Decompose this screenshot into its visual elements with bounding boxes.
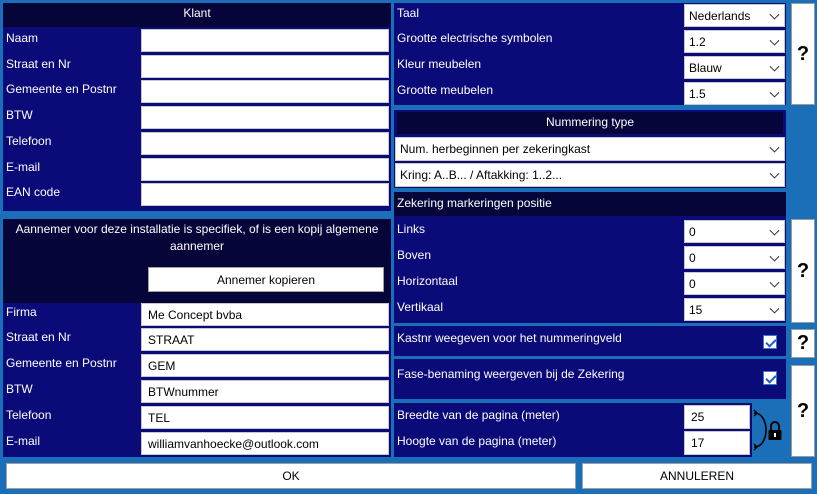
- boven-value: 0: [689, 250, 696, 265]
- chevron-down-icon: [770, 87, 780, 97]
- kleur-meubelen-value: Blauw: [689, 60, 722, 75]
- aannemer-gemeente-input[interactable]: GEM: [141, 354, 389, 377]
- klant-naam-input[interactable]: [141, 29, 389, 52]
- aannemer-title: Aannemer voor deze installatie is specifiek, of is een kopij algemene aannemer: [15, 222, 379, 253]
- taal-value: Nederlands: [689, 8, 751, 23]
- aannemer-firma-input[interactable]: Me Concept bvba: [141, 303, 389, 326]
- kleur-meubelen-select[interactable]: [684, 56, 785, 79]
- nummering-type-select[interactable]: [395, 137, 785, 161]
- breedte-input[interactable]: 25: [684, 405, 750, 429]
- grootte-meubelen-label: Grootte meubelen: [397, 83, 494, 97]
- kastnr-checkbox[interactable]: [763, 335, 777, 349]
- nummering-format-value: Kring: A..B... / Aftakking: 1..2...: [400, 168, 563, 182]
- klant-email-label: E-mail: [6, 160, 41, 174]
- chevron-down-icon: [770, 143, 780, 153]
- nummering-title: Nummering type: [545, 115, 635, 129]
- settings-help-button[interactable]: ?: [791, 3, 815, 105]
- klant-telefoon-label: Telefoon: [6, 134, 52, 148]
- lock-icon[interactable]: [766, 420, 784, 442]
- aannemer-straat-label: Straat en Nr: [6, 330, 71, 344]
- fase-checkbox[interactable]: [763, 371, 777, 385]
- markering-help-button[interactable]: ?: [791, 219, 815, 323]
- horizontaal-label: Horizontaal: [397, 274, 458, 288]
- markering-title: Zekering markeringen positie: [397, 196, 552, 210]
- chevron-down-icon: [770, 61, 780, 71]
- klant-naam-label: Naam: [6, 31, 39, 45]
- chevron-down-icon: [770, 169, 780, 179]
- chevron-down-icon: [770, 9, 780, 19]
- boven-select[interactable]: [684, 246, 785, 269]
- klant-ean-label: EAN code: [6, 185, 61, 199]
- boven-label: Boven: [397, 248, 432, 262]
- pagina-help-button[interactable]: ?: [791, 365, 815, 457]
- klant-telefoon-input[interactable]: [141, 132, 389, 155]
- grootte-symbolen-label: Grootte electrische symbolen: [397, 31, 553, 45]
- taal-label: Taal: [397, 6, 420, 20]
- aannemer-gemeente-label: Gemeente en Postnr: [6, 356, 117, 370]
- links-value: 0: [689, 224, 696, 239]
- chevron-down-icon: [770, 225, 780, 235]
- nummering-format-select[interactable]: [395, 163, 785, 187]
- annuleren-button[interactable]: ANNULEREN: [582, 463, 812, 489]
- taal-select[interactable]: [684, 4, 785, 27]
- vertikaal-label: Vertikaal: [397, 300, 444, 314]
- chevron-down-icon: [770, 35, 780, 45]
- kastnr-help-button[interactable]: ?: [791, 329, 815, 358]
- links-label: Links: [397, 222, 426, 236]
- hoogte-input[interactable]: 17: [684, 431, 750, 455]
- aannemer-straat-input[interactable]: STRAAT: [141, 328, 389, 351]
- chevron-down-icon: [770, 303, 780, 313]
- breedte-label: Breedte van de pagina (meter): [397, 408, 560, 422]
- klant-email-input[interactable]: [141, 158, 389, 181]
- aannemer-email-label: E-mail: [6, 434, 41, 448]
- horizontaal-select[interactable]: [684, 272, 785, 295]
- kleur-meubelen-label: Kleur meubelen: [397, 57, 482, 71]
- klant-btw-label: BTW: [6, 108, 33, 122]
- grootte-meubelen-select[interactable]: [684, 82, 785, 105]
- horizontaal-value: 0: [689, 276, 696, 291]
- klant-gemeente-label: Gemeente en Postnr: [6, 82, 117, 96]
- grootte-meubelen-value: 1.5: [689, 86, 706, 101]
- chevron-down-icon: [770, 251, 780, 261]
- aannemer-firma-label: Firma: [6, 305, 37, 319]
- fase-label: Fase-benaming weergeven bij de Zekering: [397, 367, 625, 381]
- grootte-symbolen-select[interactable]: [684, 30, 785, 53]
- nummering-type-value: Num. herbeginnen per zekeringkast: [400, 142, 591, 156]
- klant-straat-label: Straat en Nr: [6, 57, 71, 71]
- vertikaal-select[interactable]: [684, 298, 785, 321]
- vertikaal-value: 15: [689, 302, 703, 317]
- klant-ean-input[interactable]: [141, 183, 389, 206]
- hoogte-label: Hoogte van de pagina (meter): [397, 434, 557, 448]
- klant-straat-input[interactable]: [141, 55, 389, 78]
- annemer-kopieren-button[interactable]: Annemer kopieren: [148, 267, 384, 292]
- aannemer-telefoon-label: Telefoon: [6, 408, 52, 422]
- chevron-down-icon: [770, 277, 780, 287]
- aannemer-btw-label: BTW: [6, 382, 33, 396]
- ok-button[interactable]: OK: [6, 463, 576, 489]
- aannemer-telefoon-input[interactable]: TEL: [141, 406, 389, 429]
- klant-gemeente-input[interactable]: [141, 80, 389, 103]
- klant-title: Klant: [183, 6, 211, 20]
- links-select[interactable]: [684, 220, 785, 243]
- kastnr-label: Kastnr weegeven voor het nummeringveld: [397, 331, 622, 345]
- aannemer-btw-input[interactable]: BTWnummer: [141, 380, 389, 403]
- grootte-symbolen-value: 1.2: [689, 34, 706, 49]
- klant-btw-input[interactable]: [141, 106, 389, 129]
- aannemer-email-input[interactable]: williamvanhoecke@outlook.com: [141, 432, 389, 455]
